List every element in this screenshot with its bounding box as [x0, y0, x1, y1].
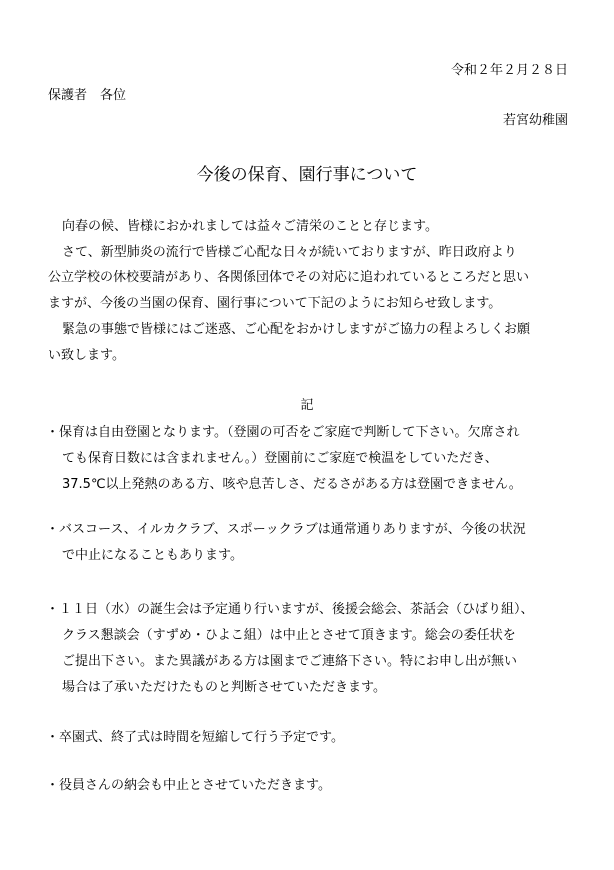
intro-paragraph-line: 公立学校の休校要請があり、各関係団体でその対応に追われているところだと思い: [48, 270, 530, 285]
notice-item-line: 場合は了承いただけたものと判断させていただきます。: [62, 680, 386, 695]
intro-paragraph-line: い致します。: [48, 348, 125, 363]
notice-item-line: ・役員さんの納会も中止とさせていただきます。: [46, 778, 331, 793]
intro-paragraph-line: 緊急の事態で皆様にはご迷惑、ご心配をおかけしますがご協力の程よろしくお願: [62, 322, 531, 337]
document-date: 令和２年２月２８日: [450, 63, 568, 78]
document-title: 今後の保育、園行事について: [196, 165, 418, 185]
notice-item-line: で中止になることもあります。: [62, 548, 243, 563]
notice-item-line: ・卒園式、終了式は時間を短縮して行う予定です。: [46, 730, 344, 745]
intro-paragraph-line: 向春の候、皆様におかれましては益々ご清栄のことと存じます。: [62, 219, 438, 234]
notice-item-line: ても保育日数には含まれません。）登園前にご家庭で検温をしていただき、: [62, 451, 498, 466]
notice-item-line: ・１１日（水）の誕生会は予定通り行いますが、後援会総会、茶話会（ひばり組）、: [46, 602, 534, 617]
notice-item-line: ・バスコース、イルカクラブ、スポーックラブは通常通りありますが、今後の状況: [46, 522, 526, 537]
notice-item-line: 37.5℃以上発熱のある方、咳や息苦しさ、だるさがある方は登園できません。: [62, 477, 522, 492]
notice-item-line: ・保育は自由登園となります。（登園の可否をご家庭で判断して下さい。欠席され: [46, 425, 520, 440]
notice-item-line: クラス懇談会（すずめ・ひよこ組）は中止とさせて頂きます。総会の委任状を: [62, 628, 516, 643]
notice-item-line: ご提出下さい。また異議がある方は園までご連絡下さい。特にお申し出が無い: [62, 654, 518, 669]
recipient-line: 保護者 各位: [48, 88, 127, 103]
ki-heading: 記: [300, 398, 314, 413]
intro-paragraph-line: ますが、今後の当園の保育、園行事について下記のようにお知らせ致します。: [48, 296, 502, 311]
intro-paragraph-line: さて、新型肺炎の流行で皆様ご心配な日々が続いておりますが、昨日政府より: [62, 245, 517, 260]
sender-name: 若宮幼稚園: [502, 113, 568, 128]
